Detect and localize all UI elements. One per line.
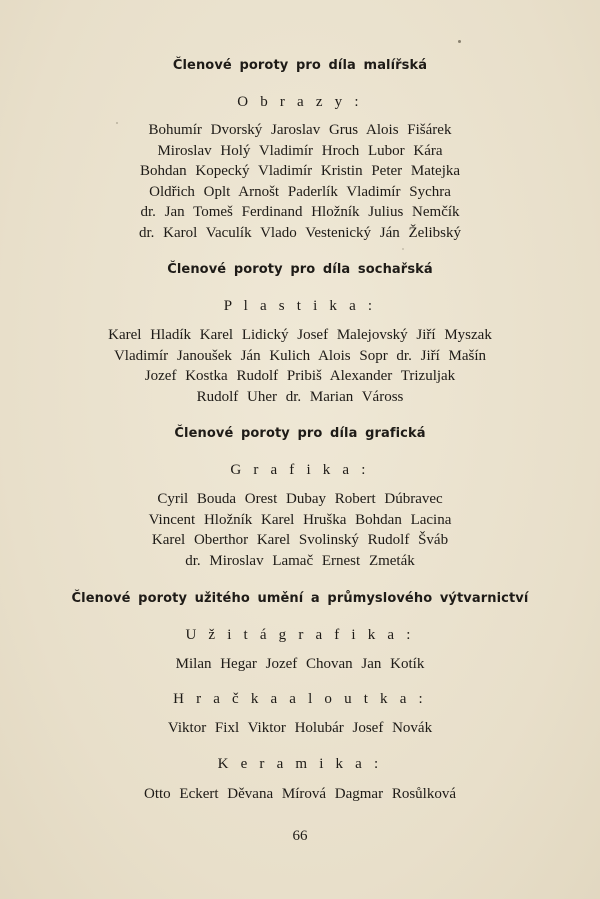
paper-speck [402, 248, 404, 250]
subheading-sculpture: P l a s t i k a : [223, 298, 377, 314]
names-graphics [0, 489, 600, 571]
name-line: Rudolf Uher dr. Marian Váross [196, 388, 404, 405]
name-line: Vincent Hložník Karel Hruška Bohdan Lacina [148, 511, 452, 528]
names-toys-puppets [0, 718, 600, 739]
name-line: Karel Oberthor Karel Svolinský Rudolf Šváb [151, 532, 449, 549]
subheading-applied-graphics: U ž i t á g r a f i k a : [185, 627, 415, 643]
section-heading-painting: Členové poroty pro díla malířská [172, 58, 428, 73]
name-line: Bohumír Dvorský Jaroslav Grus Alois Fišárek [148, 122, 452, 138]
subheading-paintings: O b r a z y : [237, 94, 363, 110]
name-line: Bohdan Kopecký Vladimír Kristin Peter Matejka [139, 163, 461, 180]
subheading-ceramics: K e r a m i k a : [217, 756, 383, 772]
subheading-graphics: G r a f i k a : [230, 462, 370, 478]
names-paintings [0, 120, 600, 244]
names-sculpture [0, 325, 600, 407]
names-ceramics [0, 784, 600, 805]
name-line: Vladimír Janoušek Ján Kulich Alois Sopr dr. Jiří Mašín [113, 347, 487, 364]
name-line: Jozef Kostka Rudolf Pribiš Alexander Trizuljak [144, 368, 456, 385]
name-line: Viktor Fixl Viktor Holubár Josef Novák [167, 720, 433, 736]
name-line: Miroslav Holý Vladimír Hroch Lubor Kára [157, 142, 443, 159]
subheading-toys-puppets: H r a č k a a l o u t k a : [173, 691, 427, 707]
name-line: dr. Miroslav Lamač Ernest Zmeták [185, 552, 415, 569]
section-heading-sculpture: Členové poroty pro díla sochařská [167, 262, 433, 277]
name-line: dr. Karol Vaculík Vlado Vestenický Ján Želibský [138, 224, 462, 241]
names-applied-graphics [0, 654, 600, 675]
name-line: Otto Eckert Děvana Mírová Dagmar Rosůlková [144, 786, 456, 802]
paper-speck [458, 40, 461, 43]
section-heading-applied-art: Členové poroty užitého umění a průmyslového výtvarnictví [71, 591, 529, 606]
name-line: Karel Hladík Karel Lidický Josef Malejovský Jiří Myszak [108, 327, 492, 343]
page-number: 66 [292, 828, 308, 844]
paper-speck [116, 122, 118, 124]
name-line: dr. Jan Tomeš Ferdinand Hložník Julius Nemčík [140, 204, 460, 221]
name-line: Cyril Bouda Orest Dubay Robert Dúbravec [157, 491, 443, 507]
section-heading-graphics: Členové poroty pro díla grafická [174, 426, 426, 441]
name-line: Milan Hegar Jozef Chovan Jan Kotík [175, 656, 425, 672]
name-line: Oldřich Oplt Arnošt Paderlík Vladimír Sychra [149, 183, 451, 200]
